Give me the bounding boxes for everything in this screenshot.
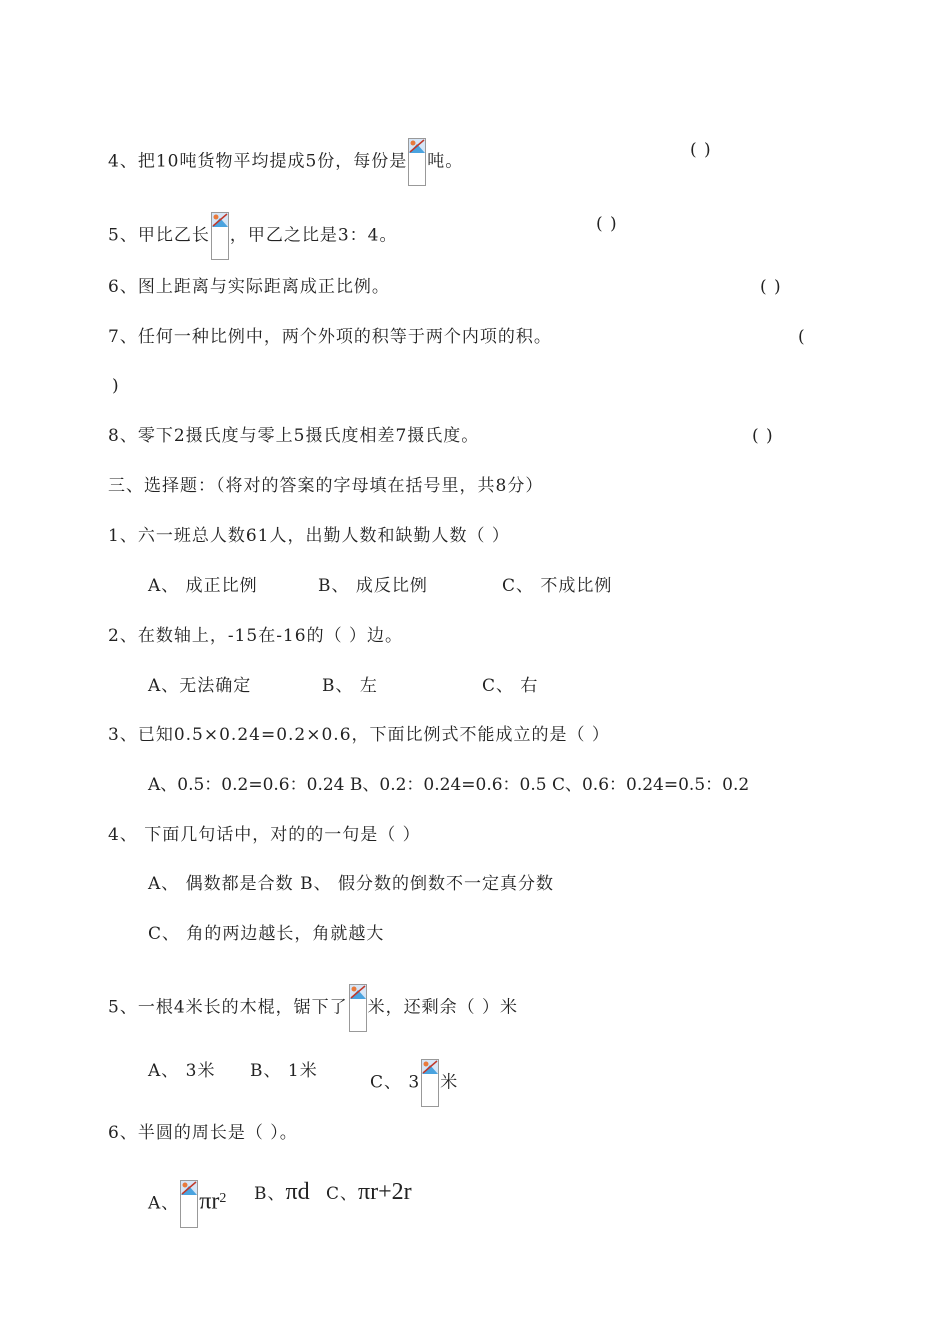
section-title: 三、选择题：（将对的答案的字母填在括号里，共8分） [108, 476, 544, 496]
judge-q4 [108, 138, 463, 186]
judge-q6 [108, 275, 390, 299]
choice-q3-options[interactable]: A、0.5：0.2=0.6：0.24 B、0.2：0.24=0.6：0.5 C、0.6：0.24=0.5：0.2 [148, 775, 750, 795]
judge-q7-paren-close[interactable]: ) [112, 376, 120, 396]
choice-q6-option-b-label: B、 [254, 1184, 286, 1204]
judge-q4-pre: 把10吨货物平均提成5份，每份是 [137, 151, 408, 172]
choice-q6-option-c-label: C、 [326, 1184, 359, 1204]
judge-q7 [108, 325, 552, 349]
fraction-image-icon [349, 984, 367, 1032]
choice-q1-option-a[interactable]: A、 成正比例 [148, 576, 258, 596]
choice-q5-option-b[interactable]: B、 1米 [250, 1061, 318, 1081]
choice-q6-option-c[interactable] [326, 1180, 412, 1206]
choice-q6-option-a-math: πr [199, 1188, 220, 1215]
choice-q5 [108, 984, 518, 1032]
judge-q7-text: 任何一种比例中，两个外项的积等于两个内项的积。 [137, 327, 552, 347]
judge-q7-num: 7、 [108, 327, 138, 347]
choice-q1-option-c[interactable]: C、 不成比例 [502, 576, 613, 596]
choice-q1-option-b[interactable]: B、 成反比例 [318, 576, 428, 596]
judge-q5-post: ，甲乙之比是3：4。 [229, 225, 398, 246]
judge-q6-text: 图上距离与实际距离成正比例。 [137, 277, 390, 297]
choice-q6: 6、半圆的周长是（ ）。 [108, 1123, 298, 1143]
choice-q6-option-b-math: πd [285, 1179, 310, 1205]
judge-q5-num: 5、 [108, 225, 138, 246]
fraction-image-icon [408, 138, 426, 186]
choice-q6-option-a-label: A、 [148, 1193, 180, 1214]
judge-q8 [108, 424, 479, 448]
fraction-image-icon [421, 1059, 439, 1107]
choice-q2-option-b[interactable]: B、 左 [322, 676, 378, 696]
judge-q4-paren[interactable]: ( ) [690, 140, 712, 160]
choice-q6-option-a[interactable] [148, 1180, 226, 1228]
choice-q6-option-c-math: πr+2r [358, 1179, 412, 1205]
fraction-image-icon [211, 212, 229, 260]
choice-q5-pre: 5、一根4米长的木棍，锯下了 [108, 997, 348, 1018]
judge-q8-paren[interactable]: ( ) [752, 426, 774, 446]
judge-q7-paren-open[interactable]: ( [798, 327, 806, 347]
choice-q6-option-b[interactable] [254, 1180, 310, 1206]
judge-q6-paren[interactable]: ( ) [760, 277, 782, 297]
choice-q2-option-a[interactable]: A、无法确定 [148, 676, 252, 696]
judge-q4-post: 吨。 [427, 151, 464, 172]
judge-q8-text: 零下2摄氏度与零上5摄氏度相差7摄氏度。 [137, 426, 480, 446]
choice-q1: 1、六一班总人数61人，出勤人数和缺勤人数（ ） [108, 526, 510, 546]
choice-q5-option-c[interactable] [370, 1059, 458, 1107]
choice-q5-option-a[interactable]: A、 3米 [148, 1061, 216, 1081]
choice-q2-option-c[interactable]: C、 右 [482, 676, 539, 696]
judge-q6-num: 6、 [108, 277, 138, 297]
choice-q5-option-c-pre: C、 3 [370, 1072, 421, 1093]
judge-q5-pre: 甲比乙长 [137, 225, 210, 246]
choice-q4-option-c[interactable]: C、 角的两边越长，角就越大 [148, 924, 385, 944]
fraction-image-icon [180, 1180, 198, 1228]
judge-q4-num: 4、 [108, 151, 138, 172]
choice-q4: 4、 下面几句话中，对的的一句是（ ） [108, 825, 421, 845]
judge-q8-num: 8、 [108, 426, 138, 446]
choice-q3: 3、已知0.5×0.24=0.2×0.6，下面比例式不能成立的是（ ） [108, 725, 610, 745]
choice-q6-option-a-sup: 2 [219, 1190, 227, 1206]
choice-q5-option-c-post: 米 [440, 1072, 459, 1093]
judge-q5 [108, 212, 397, 260]
judge-q5-paren[interactable]: ( ) [596, 214, 618, 234]
choice-q2: 2、在数轴上，-15在-16的（ ）边。 [108, 626, 403, 646]
choice-q4-options-ab[interactable]: A、 偶数都是合数 B、 假分数的倒数不一定真分数 [148, 874, 554, 894]
choice-q5-post: 米，还剩余（ ）米 [367, 997, 519, 1018]
